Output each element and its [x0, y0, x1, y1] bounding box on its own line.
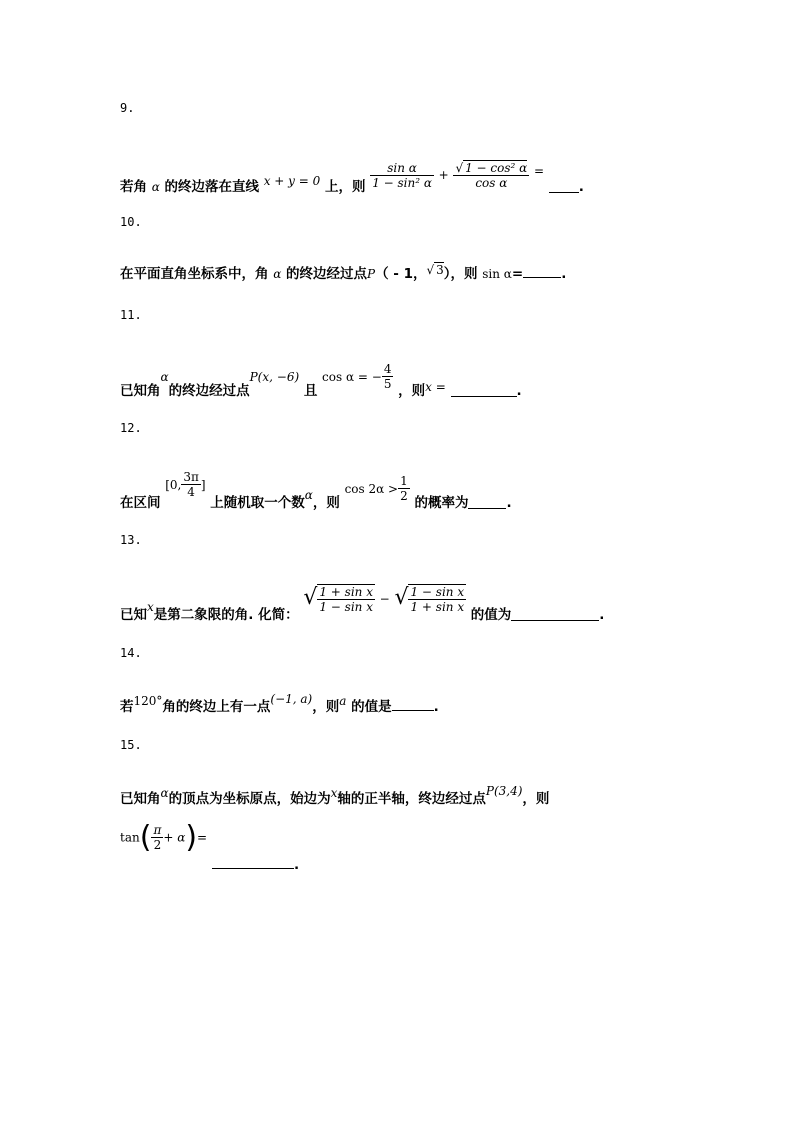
q9-fraction-2: $\frac{\text{√ 1 − cos² α}}{\text{cos α}}$ — [455, 161, 528, 190]
q12-interval-fraction: $\frac{3\pi}{4}$ — [183, 470, 199, 499]
q13-radical-2: $\frac{\text{1 − sin x}}{\text{1 + sin x}}$ — [410, 585, 465, 614]
question-number-13: 13. — [120, 533, 142, 547]
q9-alpha: α — [151, 180, 160, 194]
question-11: 已知角α的终边经过点P(x, −6) 且 cos α = − $\frac{4}{5}$ ，则x = . — [120, 362, 522, 399]
question-14: 若120°角的终边上有一点(−1, a)，则a 的值是 . — [120, 692, 439, 715]
question-number-11: 11. — [120, 308, 142, 322]
question-15-line-1: 已知角α的顶点为坐标原点，始边为x轴的正半轴，终边经过点P(3,4)，则 — [120, 784, 550, 807]
q15-pi-fraction: $\frac{\pi}{2}$ — [153, 823, 162, 852]
q12-half-fraction: $\frac{1}{2}$ — [400, 474, 408, 503]
question-number-15: 15. — [120, 738, 142, 752]
question-number-10: 10. — [120, 215, 142, 229]
q9-line-equation: x + y = 0 — [263, 174, 321, 188]
answer-blank-15[interactable] — [212, 855, 294, 869]
q9-fraction-1: $\frac{\text{sin α}}{\text{1 − sin² α}}$ — [372, 160, 432, 190]
question-15-line-2: tan( $\frac{\pi}{2}$ + α)= . — [120, 820, 300, 873]
question-12: 在区间 [0, $\frac{3\pi}{4}$ ] 上随机取一个数α，则 cos 2α > $\frac{1}{2}$ 的概率为 . — [120, 470, 512, 511]
question-number-12: 12. — [120, 421, 142, 435]
q11-fraction: $\frac{4}{5}$ — [383, 362, 392, 391]
q9-text-mid: 的终边落在直线 — [164, 179, 260, 195]
answer-blank-12[interactable] — [468, 495, 506, 509]
q13-radical-1: $\frac{\text{1 + sin x}}{\text{1 − sin x}}$ — [319, 585, 373, 614]
answer-blank-14[interactable] — [392, 697, 434, 711]
q9-text-post: 上，则 — [324, 179, 366, 195]
question-13: 已知x是第二象限的角. 化简： √ $\frac{\text{1 + sin x}}{\text{1 − sin x}}$ − √ $\frac{\text{1 − sin x}}{\text{1 + sin x}}$ 的值为 . — [120, 584, 605, 623]
answer-blank-11[interactable] — [451, 383, 517, 397]
question-9: 若角 α 的终边落在直线 x + y = 0 上，则 $\frac{\text{sin α}}{\text{1 − sin² α}}$ + $\frac{\text{√ 1 − cos² α}}{\text{cos α}}$ = . — [120, 160, 584, 195]
question-number-14: 14. — [120, 646, 142, 660]
question-10: 在平面直角坐标系中，角 α 的终边经过点P（ - 1，√ 3），则 sin α= . — [120, 263, 567, 282]
q9-text-pre: 若角 — [120, 179, 147, 195]
answer-blank-10[interactable] — [523, 264, 561, 278]
answer-blank-9[interactable] — [549, 179, 579, 193]
question-number-9: 9. — [120, 101, 135, 115]
answer-blank-13[interactable] — [511, 607, 599, 621]
